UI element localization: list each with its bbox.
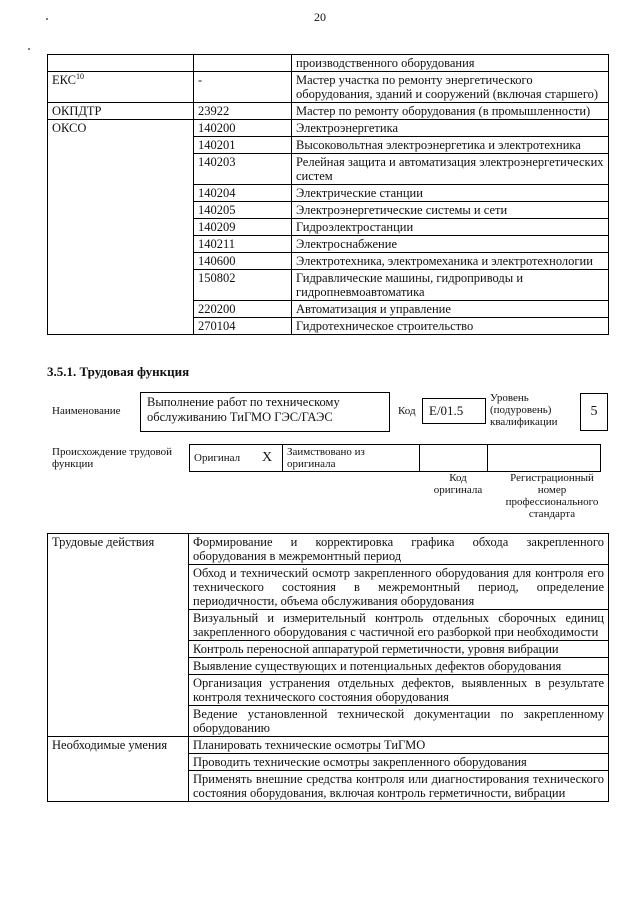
skills-label: Необходимые умения	[48, 737, 189, 802]
level-label: Уровень (подуровень) квалификации	[490, 392, 558, 428]
table-row: 140211 Электроснабжение	[48, 236, 609, 253]
original-mark: X	[252, 445, 283, 472]
classification-table	[47, 54, 609, 335]
qualification-level: 5	[580, 393, 608, 431]
table-row: Применять внешние средства контроля или диагностирования технического состояния оборудования, включая контроль герметичности, вибрации	[48, 771, 609, 802]
function-name: Выполнение работ по техническому обслуживанию ТиГМО ГЭС/ГАЭС	[140, 392, 390, 432]
table-row: Проводить технические осмотры закрепленного оборудования	[48, 754, 609, 771]
function-details-table	[47, 533, 609, 802]
table-row: 140204 Электрические станции	[48, 185, 609, 202]
origin-reg-cell	[488, 445, 601, 472]
section-title: 3.5.1. Трудовая функция	[47, 364, 190, 379]
function-code: E/01.5	[422, 398, 486, 424]
origin-code-cell	[420, 445, 488, 472]
table-row: 140201 Высоковольтная электроэнергетика и электротехника	[48, 137, 609, 154]
table-row: ОКСО 140200 Электроэнергетика	[48, 120, 609, 137]
table-row: Трудовые действия Формирование и корректировка графика обхода закрепленного оборудования в межремонтный период	[48, 534, 609, 565]
origin-table	[189, 444, 601, 472]
table-row: производственного оборудования	[48, 55, 609, 72]
table-row: Ведение установленной технической документации по закрепленному оборудованию	[48, 706, 609, 737]
table-row: 140203 Релейная защита и автоматизация электроэнергетических систем	[48, 154, 609, 185]
table-row: 270104 Гидротехническое строительство	[48, 318, 609, 335]
borrowed-cell: Заимствовано из оригинала	[283, 445, 420, 472]
table-row: Обход и технический осмотр закрепленного оборудования для контроля его технического состояния в межремонтный период, определение периодичности, объема обслуживания оборудования	[48, 565, 609, 610]
table-row: 220200 Автоматизация и управление	[48, 301, 609, 318]
registration-caption: Регистрационный номер профессионального стандарта	[505, 472, 599, 520]
actions-label: Трудовые действия	[48, 534, 189, 737]
origin-label: Происхождение трудовой функции	[52, 446, 173, 470]
original-cell: Оригинал	[190, 445, 253, 472]
table-row: 150802 Гидравлические машины, гидроприводы и гидропневмоавтоматика	[48, 270, 609, 301]
table-row: ОКПДТР 23922 Мастер по ремонту оборудования (в промышленности)	[48, 103, 609, 120]
table-row: Выявление существующих и потенциальных дефектов оборудования	[48, 658, 609, 675]
okso-label: ОКСО	[48, 120, 194, 335]
table-row: 140209 Гидроэлектростанции	[48, 219, 609, 236]
name-label: Наименование	[52, 405, 121, 417]
page-number: 20	[314, 10, 326, 24]
table-row: 140600 Электротехника, электромеханика и электротехнологии	[48, 253, 609, 270]
code-original-caption: Код оригинала	[433, 472, 483, 496]
scan-dot	[28, 48, 30, 50]
table-row: ЕКС$^{10}$ - Мастер участка по ремонту энергетического оборудования, зданий и сооружений (включая старшего)	[48, 72, 609, 103]
table-row: Контроль переносной аппаратурой герметичности, уровня вибрации	[48, 641, 609, 658]
code-label: Код	[398, 405, 416, 417]
table-row: 140205 Электроэнергетические системы и сети	[48, 202, 609, 219]
table-row: Визуальный и измерительный контроль отдельных сборочных единиц закрепленного оборудования с частичной его разборкой при необходимости	[48, 610, 609, 641]
table-row: Необходимые умения Планировать технические осмотры ТиГМО	[48, 737, 609, 754]
table-row: Организация устранения отдельных дефектов, выявленных в результате контроля технического состояния оборудования	[48, 675, 609, 706]
